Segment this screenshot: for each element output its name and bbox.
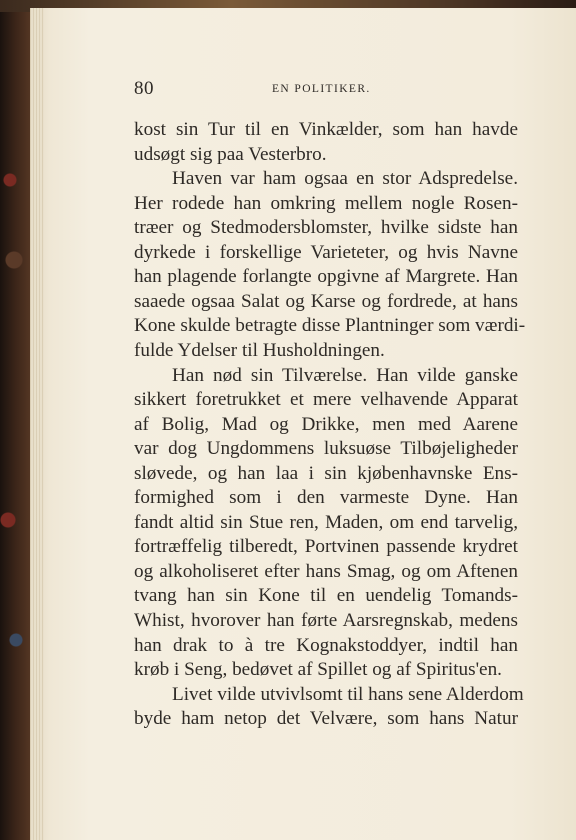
text-line: Whist, hvorover han førte Aarsregnskab, medens — [134, 610, 518, 631]
text-line: fortræffelig tilberedt, Portvinen passende krydret — [134, 536, 518, 558]
text-line: krøb i Seng, bedøvet af Spillet og af Spiritus'en. — [134, 659, 502, 681]
running-head — [134, 78, 518, 102]
text-line: fulde Ydelser til Husholdningen. — [134, 339, 385, 361]
text-line: Livet vilde utvivlsomt til hans sene Alderdom — [172, 683, 524, 705]
text-line: var dog Ungdommens luksuøse Tilbøjeligheder — [134, 438, 518, 460]
text-line: Haven var ham ogsaa en stor Adspredelse. — [172, 168, 518, 190]
text-line: tvang han sin Kone til en uendelig Tomands- — [134, 585, 518, 607]
text-line: Kone skulde betragte disse Plantninger som værdi- — [134, 315, 526, 337]
text-line: han drak to à tre Kognakstoddyer, indtil han — [134, 634, 518, 656]
page-number: 80 — [134, 78, 154, 99]
text-line: sløvede, og han laa i sin kjøbenhavnske Ens- — [134, 462, 518, 484]
text-line: kost sin Tur til en Vinkælder, som han havde — [134, 119, 518, 140]
page-gutter — [30, 8, 44, 840]
book-cover-edge — [0, 0, 34, 840]
text-line: fandt altid sin Stue ren, Maden, om end tarvelig, — [134, 511, 518, 533]
text-line: saaede ogsaa Salat og Karse og fordrede, at hans — [134, 290, 518, 312]
text-line: sikkert foretrukket et mere velhavende Apparat — [134, 389, 518, 411]
text-line: Han nød sin Tilværelse. Han vilde ganske — [172, 364, 518, 386]
text-line: af Bolig, Mad og Drikke, men med Aarene — [134, 413, 518, 435]
text-line: Her rodede han omkring mellem nogle Rosen- — [134, 192, 518, 214]
text-line: formighed som i den varmeste Dyne. Han — [134, 487, 518, 509]
running-title: EN POLITIKER. — [272, 83, 371, 95]
text-line: byde ham netop det Velvære, som hans Natur — [134, 708, 518, 730]
text-line: han plagende forlangte opgivne af Margrete. Han — [134, 266, 518, 288]
text-line: og alkoholiseret efter hans Smag, og om Aftenen — [134, 560, 518, 582]
text-line: udsøgt sig paa Vesterbro. — [134, 143, 327, 165]
text-line: dyrkede i forskellige Varieteter, og hvis Navne — [134, 241, 518, 263]
text-line: træer og Stedmodersblomster, hvilke sidste han — [134, 217, 518, 239]
